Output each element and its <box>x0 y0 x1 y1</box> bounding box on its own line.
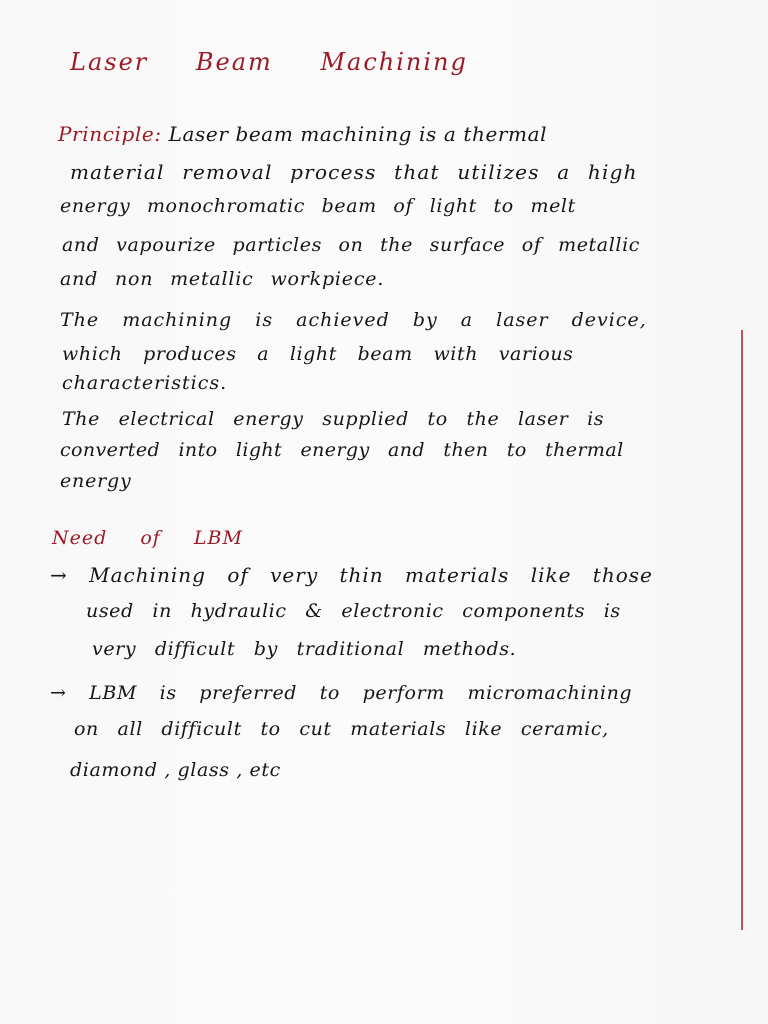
paragraph2-line-1: The machining is achieved by a laser device, <box>60 309 647 331</box>
point1-line-3: very difficult by traditional methods. <box>92 638 517 660</box>
need-word-of: of <box>140 527 161 549</box>
paragraph2-line-3: characteristics. <box>62 372 228 394</box>
point2-text-1: LBM is preferred to perform micromachining <box>89 682 633 704</box>
arrow-icon: → <box>50 682 67 704</box>
title-word-beam: Beam <box>195 48 273 76</box>
point1-line-2: used in hydraulic & electronic components is <box>86 600 621 622</box>
need-heading <box>52 527 269 549</box>
point1-line-1 <box>50 563 653 587</box>
principle-line-1 <box>58 122 547 146</box>
principle-line-5: and non metallic workpiece. <box>60 268 385 290</box>
paragraph2-line-2: which produces a light beam with various <box>62 343 574 365</box>
page-title <box>70 48 506 76</box>
paragraph3-line-1: The electrical energy supplied to the laser is <box>62 408 605 430</box>
point1-text-1: Machining of very thin materials like those <box>89 563 653 587</box>
title-word-laser: Laser <box>70 48 149 76</box>
principle-text-1: Laser beam machining is a thermal <box>168 122 548 146</box>
need-word-need: Need <box>52 527 108 549</box>
margin-line <box>741 330 743 930</box>
paragraph3-line-3: energy <box>60 470 132 492</box>
point2-line-2: on all difficult to cut materials like ceramic, <box>74 718 609 740</box>
principle-label: Principle: <box>58 122 162 146</box>
arrow-icon: → <box>50 563 68 587</box>
paragraph3-line-2: converted into light energy and then to thermal <box>60 439 624 461</box>
principle-line-4: and vapourize particles on the surface of metallic <box>62 234 640 256</box>
need-word-lbm: LBM <box>193 527 243 549</box>
principle-line-3: energy monochromatic beam of light to melt <box>60 195 576 217</box>
point2-line-1 <box>50 682 632 704</box>
principle-line-2: material removal process that utilizes a high <box>70 160 638 184</box>
point2-line-3: diamond , glass , etc <box>70 759 281 781</box>
title-word-machining: Machining <box>320 48 468 76</box>
